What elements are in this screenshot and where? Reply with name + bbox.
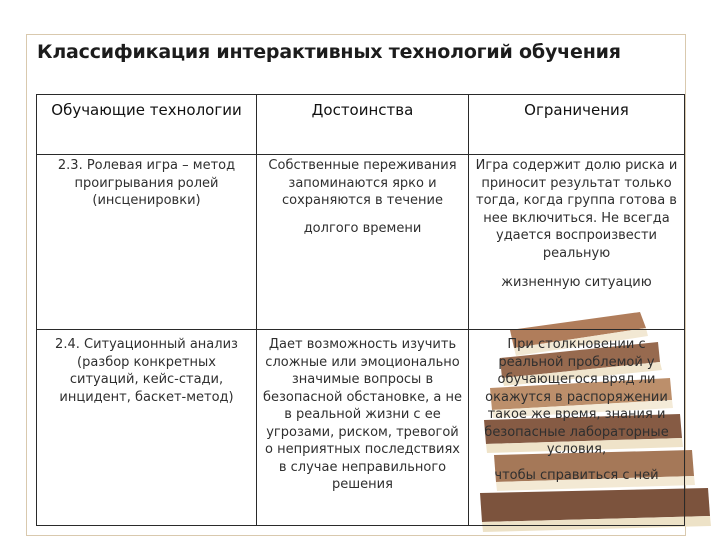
row1-advantages-text: Собственные переживания запоминаются ярко и сохраняются в течение — [268, 158, 457, 208]
row2-limitations-text: При столкновении с реальной проблемой у обучающегося вряд ли окажутся в распоряжении такое же время, знания и безопасные лабораторные условия, — [484, 337, 669, 457]
header-limitations: Ограничения — [469, 95, 685, 155]
row1-limitations-continued: жизненную ситуацию — [501, 275, 652, 290]
header-advantages: Достоинства — [257, 95, 469, 155]
table-header-row — [37, 95, 685, 155]
row1-advantages — [257, 155, 469, 330]
row1-technology: 2.3. Ролевая игра – метод проигрывания ролей (инсценировки) — [37, 155, 257, 330]
row1-advantages-continued: долгого времени — [303, 220, 422, 236]
row2-limitations — [469, 330, 685, 526]
technologies-table — [36, 94, 685, 526]
slide-title: Классификация интерактивных технологий обучения — [37, 41, 621, 63]
row2-limitations-continued: чтобы справиться с ней — [494, 467, 659, 483]
row1-limitations-text: Игра содержит долю риска и приносит результат только тогда, когда группа готова в нее включиться. Не всегда удается воспроизвести реальную — [475, 158, 678, 261]
row2-technology: 2.4. Ситуационный анализ (разбор конкретных ситуаций, кейс-стади, инцидент, баскет-метод) — [37, 330, 257, 526]
table-row — [37, 330, 685, 526]
row1-limitations — [469, 155, 685, 330]
header-technologies: Обучающие технологии — [37, 95, 257, 155]
row2-advantages: Дает возможность изучить сложные или эмоционально значимые вопросы в безопасной обстановке, а не в реальной жизни с ее угрозами, риском, тревогой о неприятных последствиях в случае неправильного решения — [257, 330, 469, 526]
table-row — [37, 155, 685, 330]
